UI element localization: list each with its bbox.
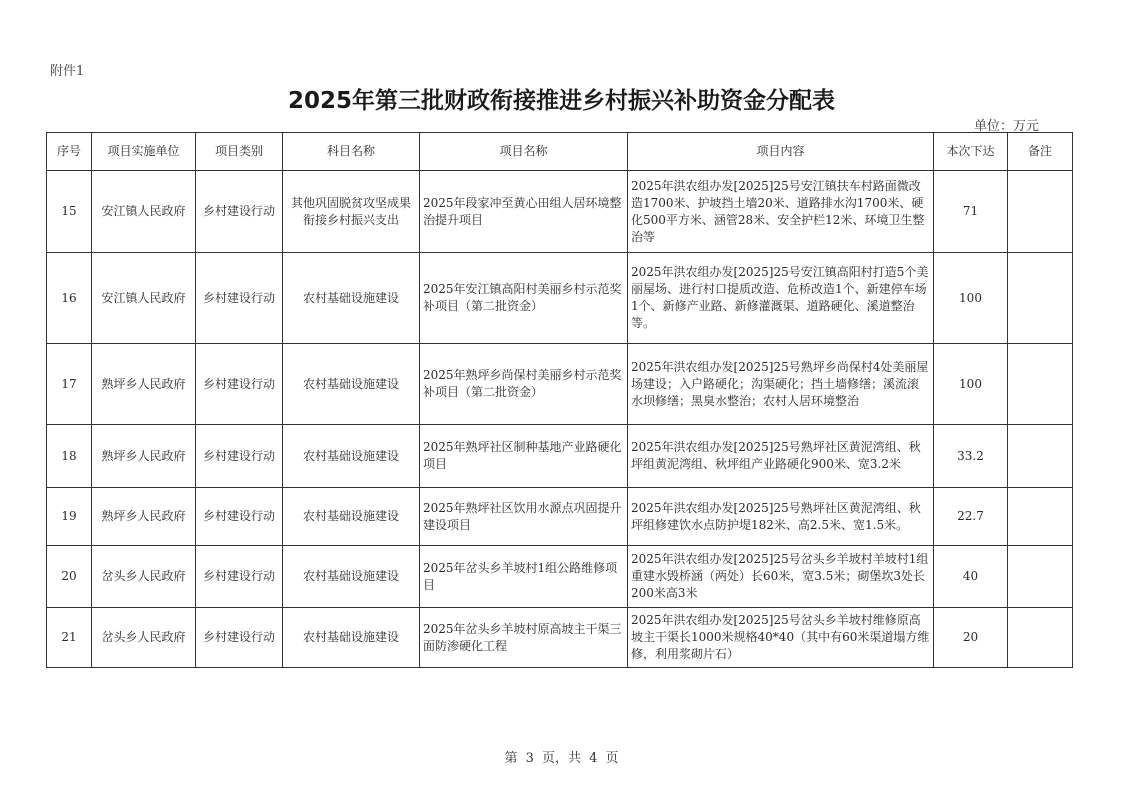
- cell-subject: 农村基础设施建设: [283, 488, 420, 546]
- table-row: [47, 608, 1073, 668]
- cell-remark: [1008, 546, 1073, 608]
- cell-unit: 岔头乡人民政府: [92, 546, 196, 608]
- page-title: 2025年第三批财政衔接推进乡村振兴补助资金分配表: [287, 88, 835, 114]
- cell-content: 2025年洪农组办发[2025]25号岔头乡羊坡村羊坡村1组重建水毁桥涵（两处）长60米，宽3.5米；砌堡坎3处长200米高3米: [628, 546, 934, 608]
- header-subject: 科目名称: [283, 133, 420, 171]
- cell-remark: [1008, 608, 1073, 668]
- cell-subject: 农村基础设施建设: [283, 608, 420, 668]
- cell-subject: 农村基础设施建设: [283, 344, 420, 425]
- cell-amount: 22.7: [934, 488, 1008, 546]
- cell-no: 15: [47, 171, 92, 253]
- cell-name: 2025年安江镇高阳村美丽乡村示范奖补项目（第二批资金）: [420, 253, 628, 344]
- cell-no: 18: [47, 425, 92, 488]
- cell-category: 乡村建设行动: [196, 344, 283, 425]
- page-indicator: 第 3 页，共 4 页: [504, 751, 619, 766]
- header-remark: 备注: [1008, 133, 1073, 171]
- cell-amount: 20: [934, 608, 1008, 668]
- header-category: 项目类别: [196, 133, 283, 171]
- cell-unit: 安江镇人民政府: [92, 171, 196, 253]
- cell-name: 2025年岔头乡羊坡村原高坡主干渠三面防渗硬化工程: [420, 608, 628, 668]
- cell-name: 2025年段家冲至黄心田组人居环境整治提升项目: [420, 171, 628, 253]
- table-row: [47, 171, 1073, 253]
- cell-no: 21: [47, 608, 92, 668]
- attachment-label: 附件1: [50, 64, 85, 79]
- cell-no: 17: [47, 344, 92, 425]
- table-header-row: [47, 133, 1073, 171]
- table-row: [47, 488, 1073, 546]
- unit-label: 单位：万元: [973, 119, 1039, 134]
- cell-amount: 33.2: [934, 425, 1008, 488]
- table-row: [47, 344, 1073, 425]
- cell-unit: 熟坪乡人民政府: [92, 344, 196, 425]
- header-content: 项目内容: [628, 133, 934, 171]
- cell-unit: 岔头乡人民政府: [92, 608, 196, 668]
- cell-content: 2025年洪农组办发[2025]25号安江镇扶车村路面微改造1700米、护坡挡土墙20米、道路排水沟1700米、硬化500平方米、涵管28米、安全护栏12米、环境卫生整治等: [628, 171, 934, 253]
- header-name: 项目名称: [420, 133, 628, 171]
- cell-unit: 安江镇人民政府: [92, 253, 196, 344]
- cell-remark: [1008, 253, 1073, 344]
- cell-amount: 71: [934, 171, 1008, 253]
- header-no: 序号: [47, 133, 92, 171]
- cell-unit: 熟坪乡人民政府: [92, 425, 196, 488]
- cell-amount: 40: [934, 546, 1008, 608]
- cell-content: 2025年洪农组办发[2025]25号安江镇高阳村打造5个美丽屋场、进行村口提质改造、危桥改造1个、新建停车场1个、新修产业路、新修灌溉渠、道路硬化、溪道整治等。: [628, 253, 934, 344]
- cell-no: 16: [47, 253, 92, 344]
- cell-content: 2025年洪农组办发[2025]25号熟坪社区黄泥湾组、秋坪组黄泥湾组、秋坪组产业路硬化900米、宽3.2米: [628, 425, 934, 488]
- cell-unit: 熟坪乡人民政府: [92, 488, 196, 546]
- cell-remark: [1008, 488, 1073, 546]
- cell-subject: 农村基础设施建设: [283, 425, 420, 488]
- cell-subject: 农村基础设施建设: [283, 546, 420, 608]
- table-row: [47, 425, 1073, 488]
- cell-category: 乡村建设行动: [196, 171, 283, 253]
- cell-remark: [1008, 425, 1073, 488]
- cell-amount: 100: [934, 253, 1008, 344]
- cell-remark: [1008, 344, 1073, 425]
- cell-category: 乡村建设行动: [196, 425, 283, 488]
- cell-subject: 其他巩固脱贫攻坚成果衔接乡村振兴支出: [283, 171, 420, 253]
- cell-category: 乡村建设行动: [196, 488, 283, 546]
- cell-no: 19: [47, 488, 92, 546]
- table-row: [47, 253, 1073, 344]
- header-amount: 本次下达: [934, 133, 1008, 171]
- cell-content: 2025年洪农组办发[2025]25号岔头乡羊坡村维修原高坡主干渠长1000米规格40*40（其中有60米渠道塌方维修，利用浆砌片石）: [628, 608, 934, 668]
- cell-content: 2025年洪农组办发[2025]25号熟坪乡尚保村4处美丽屋场建设；入户路硬化；沟渠硬化；挡土墙修缮；溪流滚水坝修缮；黑臭水整治；农村人居环境整治: [628, 344, 934, 425]
- cell-subject: 农村基础设施建设: [283, 253, 420, 344]
- cell-remark: [1008, 171, 1073, 253]
- cell-name: 2025年岔头乡羊坡村1组公路维修项目: [420, 546, 628, 608]
- cell-content: 2025年洪农组办发[2025]25号熟坪社区黄泥湾组、秋坪组修建饮水点防护堤182米、高2.5米、宽1.5米。: [628, 488, 934, 546]
- cell-name: 2025年熟坪社区饮用水源点巩固提升建设项目: [420, 488, 628, 546]
- table-row: [47, 546, 1073, 608]
- cell-category: 乡村建设行动: [196, 608, 283, 668]
- cell-name: 2025年熟坪乡尚保村美丽乡村示范奖补项目（第二批资金）: [420, 344, 628, 425]
- cell-amount: 100: [934, 344, 1008, 425]
- allocation-table: [46, 132, 1073, 668]
- cell-no: 20: [47, 546, 92, 608]
- cell-name: 2025年熟坪社区制种基地产业路硬化项目: [420, 425, 628, 488]
- cell-category: 乡村建设行动: [196, 253, 283, 344]
- header-unit: 项目实施单位: [92, 133, 196, 171]
- cell-category: 乡村建设行动: [196, 546, 283, 608]
